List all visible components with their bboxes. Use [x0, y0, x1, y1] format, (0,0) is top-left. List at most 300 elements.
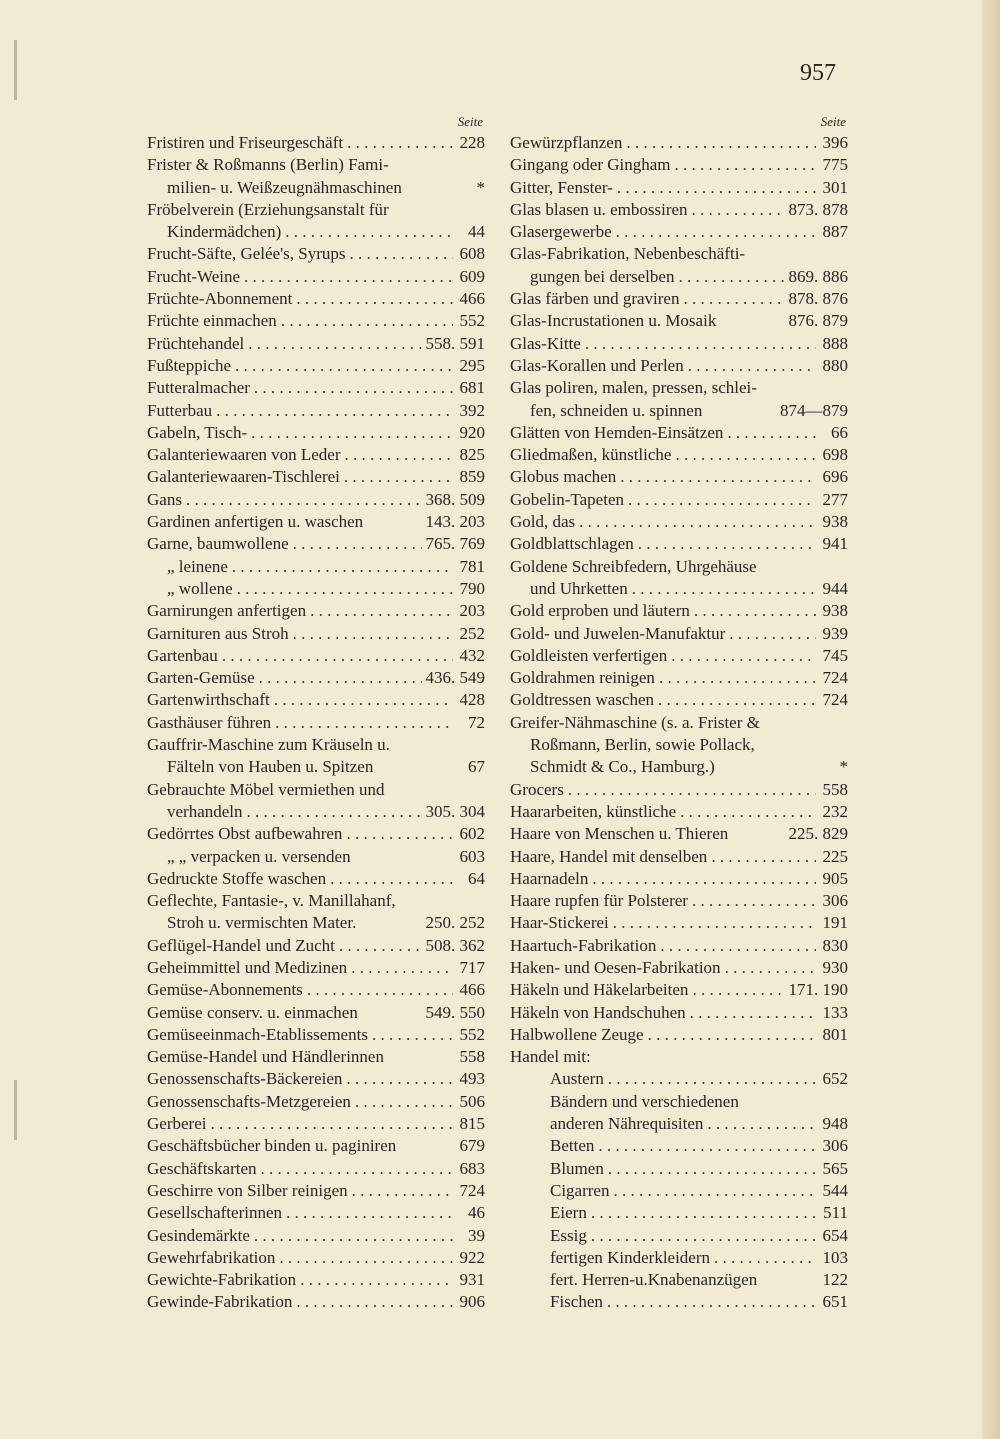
- scan-mark: [14, 1080, 17, 1140]
- entry-text: Fußteppiche: [147, 355, 232, 375]
- entry-text: Genossenschafts-Bäckereien: [147, 1069, 343, 1089]
- entry-text: Gesindemärkte: [147, 1225, 250, 1245]
- entry-text: Geschäftsbücher binden u. paginiren: [147, 1136, 397, 1156]
- page-reference: 508. 362: [425, 935, 485, 955]
- index-entry: [147, 243, 485, 265]
- page-reference: 103: [822, 1247, 848, 1267]
- entry-text: Haare, Handel mit denselben: [510, 846, 708, 866]
- page-reference: 552: [459, 1024, 485, 1044]
- index-entry: [510, 154, 848, 176]
- dot-leader: [274, 689, 453, 711]
- page-reference: 939: [822, 623, 848, 643]
- index-entry: [510, 377, 848, 399]
- page-reference: 874—879: [780, 400, 848, 420]
- index-entry: [147, 734, 485, 756]
- column-header: Seite: [457, 114, 483, 129]
- index-entry: [147, 400, 485, 422]
- page-reference: 717: [459, 957, 485, 977]
- entry-text: Glasergewerbe: [510, 222, 612, 242]
- index-entry: [147, 979, 485, 1001]
- entry-text: Gasthäuser führen: [147, 712, 272, 732]
- index-entry: [510, 444, 848, 466]
- dot-leader: [346, 1068, 453, 1090]
- entry-text: Fischen: [550, 1292, 603, 1312]
- dot-leader: [344, 466, 453, 488]
- entry-text: Gewichte-Fabrikation: [147, 1270, 297, 1290]
- entry-text: Gabeln, Tisch-: [147, 422, 248, 442]
- page-reference: 922: [459, 1247, 485, 1267]
- dot-leader: [660, 935, 816, 957]
- index-entry: [147, 377, 485, 399]
- page-reference: 880: [822, 355, 848, 375]
- index-entry: [510, 1068, 848, 1090]
- index-entry: [147, 310, 485, 332]
- entry-text: Glas blasen u. embossiren: [510, 199, 688, 219]
- entry-text: Glas-Korallen und Perlen: [510, 355, 684, 375]
- page-reference: 790: [459, 578, 485, 598]
- page-reference: 368. 509: [425, 489, 485, 509]
- dot-leader: [330, 868, 453, 890]
- page-reference: 920: [459, 422, 485, 442]
- dot-leader: [286, 1202, 453, 1224]
- page-edge: [982, 0, 1000, 1439]
- dot-leader: [254, 1225, 453, 1247]
- index-entry: [147, 1225, 485, 1247]
- entry-text: Eiern: [550, 1203, 587, 1223]
- dot-leader: [683, 288, 784, 310]
- index-column-right: [510, 112, 848, 1314]
- page-reference: 432: [459, 645, 485, 665]
- dot-leader: [613, 912, 816, 934]
- index-entry: [147, 1158, 485, 1180]
- page-reference: 683: [459, 1158, 485, 1178]
- index-entry: [510, 667, 848, 689]
- index-entry: [147, 756, 485, 778]
- dot-leader: [351, 957, 453, 979]
- entry-text: Glas-Kitte: [510, 333, 581, 353]
- dot-leader: [613, 1180, 816, 1202]
- dot-leader: [727, 422, 816, 444]
- page-reference: 765. 769: [425, 534, 485, 554]
- dot-leader: [568, 779, 816, 801]
- entry-text: Gold erproben und läutern: [510, 601, 690, 621]
- index-entry: [147, 890, 485, 912]
- page-reference: 64: [468, 868, 485, 888]
- dot-leader: [692, 890, 816, 912]
- page-reference: *: [839, 757, 848, 777]
- dot-leader: [347, 132, 453, 154]
- page-reference: 825: [459, 445, 485, 465]
- page-reference: 558. 591: [425, 333, 485, 353]
- index-entry: [510, 556, 848, 578]
- page-reference: 654: [822, 1225, 848, 1245]
- entry-text: Gitter, Fenster-: [510, 177, 613, 197]
- dot-leader: [352, 1180, 453, 1202]
- page-reference: 931: [459, 1270, 485, 1290]
- entry-text: Geheimmittel und Medizinen: [147, 957, 348, 977]
- dot-leader: [675, 154, 816, 176]
- dot-leader: [711, 846, 816, 868]
- page-reference: 428: [459, 690, 485, 710]
- index-entry: [510, 823, 848, 845]
- index-entry: [510, 1135, 848, 1157]
- index-entry: [510, 243, 848, 265]
- entry-text: Goldleisten verfertigen: [510, 645, 668, 665]
- dot-leader: [579, 511, 816, 533]
- index-entry: [510, 1158, 848, 1180]
- index-entry: [510, 1225, 848, 1247]
- dot-leader: [628, 489, 816, 511]
- page-reference: 679: [459, 1136, 485, 1156]
- entry-text: Haare rupfen für Polsterer: [510, 891, 688, 911]
- entry-text: Fälteln von Hauben u. Spitzen: [167, 757, 374, 777]
- page-reference: 252: [459, 623, 485, 643]
- dot-leader: [346, 823, 453, 845]
- entry-text: Gold- und Juwelen-Manufaktur: [510, 623, 726, 643]
- page-reference: 651: [822, 1292, 848, 1312]
- dot-leader: [616, 221, 816, 243]
- index-entry: [147, 466, 485, 488]
- page-reference: 544: [822, 1180, 848, 1200]
- index-entry: [147, 912, 485, 934]
- index-entry: [510, 734, 848, 756]
- index-entry: [147, 600, 485, 622]
- page-reference: 466: [459, 980, 485, 1000]
- page-reference: 171. 190: [788, 980, 848, 1000]
- page-reference: 549. 550: [425, 1002, 485, 1022]
- index-entry: [510, 288, 848, 310]
- index-entry: [510, 422, 848, 444]
- entry-text: Häkeln und Häkelarbeiten: [510, 980, 689, 1000]
- index-entry: [510, 132, 848, 154]
- entry-text: Gemüse-Handel und Händlerinnen: [147, 1047, 384, 1067]
- page-reference: 724: [459, 1180, 485, 1200]
- page-reference: 652: [822, 1069, 848, 1089]
- index-entry: [147, 1024, 485, 1046]
- entry-text: fen, schneiden u. spinnen: [530, 400, 703, 420]
- entry-text: Gingang oder Gingham: [510, 155, 671, 175]
- entry-text: Cigarren: [550, 1180, 610, 1200]
- entry-text: Kindermädchen): [167, 222, 282, 242]
- entry-text: Blumen: [550, 1158, 604, 1178]
- page-reference: 493: [459, 1069, 485, 1089]
- dot-leader: [259, 667, 422, 689]
- index-entry: [510, 957, 848, 979]
- index-entry: [147, 578, 485, 600]
- dot-leader: [707, 1113, 816, 1135]
- index-entry: [147, 355, 485, 377]
- dot-leader: [281, 310, 453, 332]
- entry-text: Gold, das: [510, 512, 576, 532]
- dot-leader: [608, 1158, 816, 1180]
- page-reference: 511: [823, 1203, 848, 1223]
- page-reference: 873. 878: [788, 199, 848, 219]
- dot-leader: [671, 645, 816, 667]
- entry-text: Glas-Fabrikation, Nebenbeschäfti-: [510, 244, 746, 264]
- entry-text: Grocers: [510, 779, 564, 799]
- dot-leader: [638, 533, 816, 555]
- entry-text: Garnirungen anfertigen: [147, 601, 307, 621]
- entry-text: Gewürzpflanzen: [510, 133, 623, 152]
- index-entry: [510, 266, 848, 288]
- index-entry: [147, 779, 485, 801]
- entry-text: Geschirre von Silber reinigen: [147, 1180, 348, 1200]
- entry-text: Gliedmaßen, künstliche: [510, 445, 672, 465]
- page-reference: 72: [468, 712, 485, 732]
- page-reference: 944: [822, 578, 848, 598]
- page-reference: 876. 879: [788, 311, 848, 331]
- index-entry: [147, 1180, 485, 1202]
- index-entry: [147, 132, 485, 154]
- entry-text: Gans: [147, 489, 182, 509]
- dot-leader: [210, 1113, 453, 1135]
- entry-text: Frucht-Weine: [147, 266, 241, 286]
- entry-text: Galanteriewaaren-Tischlerei: [147, 467, 340, 487]
- index-entry: [510, 333, 848, 355]
- entry-text: Haare von Menschen u. Thieren: [510, 824, 729, 844]
- index-entry: [510, 1202, 848, 1224]
- dot-leader: [222, 645, 453, 667]
- entry-text: Stroh u. vermischten Mater.: [167, 913, 357, 933]
- page-reference: 603: [459, 846, 485, 866]
- page-reference: 948: [822, 1114, 848, 1134]
- entry-text: Globus machen: [510, 467, 617, 487]
- dot-leader: [729, 623, 816, 645]
- page-reference: 830: [822, 935, 848, 955]
- page-reference: 306: [822, 1136, 848, 1156]
- index-entry: [147, 511, 485, 533]
- page-reference: 133: [822, 1002, 848, 1022]
- entry-text: Galanteriewaaren von Leder: [147, 445, 341, 465]
- index-entry: [510, 712, 848, 734]
- index-entry: [510, 578, 848, 600]
- entry-text: fert. Herren-u.Knabenanzügen: [550, 1270, 758, 1290]
- page-number: 957: [800, 60, 836, 86]
- page-reference: 801: [822, 1024, 848, 1044]
- entry-text: Handel mit:: [510, 1047, 591, 1067]
- entry-text: Futterbau: [147, 400, 213, 420]
- dot-leader: [692, 979, 784, 1001]
- index-entry: [510, 1269, 848, 1291]
- page-reference: 698: [822, 445, 848, 465]
- page-reference: 905: [822, 868, 848, 888]
- entry-text: Roßmann, Berlin, sowie Pollack,: [530, 735, 755, 755]
- index-entry: [147, 801, 485, 823]
- entry-text: Gemüse-Abonnements: [147, 980, 303, 1000]
- index-entry: [510, 1024, 848, 1046]
- page-reference: 724: [822, 668, 848, 688]
- entry-text: Gerberei: [147, 1114, 207, 1134]
- page-reference: 392: [459, 400, 485, 420]
- page-reference: 888: [822, 333, 848, 353]
- entry-text: Frucht-Säfte, Gelée's, Syrups: [147, 244, 346, 264]
- page-reference: *: [476, 177, 485, 197]
- index-entry: [510, 400, 848, 422]
- dot-leader: [296, 1291, 453, 1313]
- entry-text: und Uhrketten: [530, 578, 628, 598]
- dot-leader: [592, 868, 816, 890]
- entry-text: Gartenwirthschaft: [147, 690, 270, 710]
- dot-leader: [658, 689, 816, 711]
- page-reference: 602: [459, 824, 485, 844]
- page-reference: 745: [822, 645, 848, 665]
- page-reference: 396: [822, 133, 848, 152]
- entry-text: Futteralmacher: [147, 378, 250, 398]
- page-reference: 565: [822, 1158, 848, 1178]
- index-entry: [147, 1068, 485, 1090]
- index-entry: [147, 288, 485, 310]
- entry-text: Schmidt & Co., Hamburg.): [530, 757, 715, 777]
- page-reference: 941: [822, 534, 848, 554]
- dot-leader: [617, 177, 816, 199]
- page-reference: 44: [468, 222, 485, 242]
- page-reference: 203: [459, 601, 485, 621]
- index-entry: [147, 1269, 485, 1291]
- entry-text: Gardinen anfertigen u. waschen: [147, 512, 364, 532]
- dot-leader: [254, 377, 453, 399]
- page-reference: 696: [822, 467, 848, 487]
- dot-leader: [285, 221, 453, 243]
- page-reference: 887: [822, 222, 848, 242]
- page-reference: 46: [468, 1203, 485, 1223]
- page-reference: 143. 203: [425, 512, 485, 532]
- index-entry: [510, 645, 848, 667]
- entry-text: Haarnadeln: [510, 868, 589, 888]
- entry-text: Haken- und Oesen-Fabrikation: [510, 957, 721, 977]
- dot-leader: [680, 801, 816, 823]
- index-entry: [510, 890, 848, 912]
- page-reference: 781: [459, 556, 485, 576]
- dot-leader: [307, 979, 453, 1001]
- dot-leader: [300, 1269, 453, 1291]
- index-column-left: [147, 112, 485, 1314]
- dot-leader: [248, 333, 421, 355]
- page-reference: 232: [822, 801, 848, 821]
- entry-text: Essig: [550, 1225, 587, 1245]
- entry-text: Haar-Stickerei: [510, 913, 609, 933]
- entry-text: Bändern und verschiedenen: [550, 1091, 739, 1111]
- page-reference: 67: [468, 757, 485, 777]
- page-reference: 306: [822, 891, 848, 911]
- index-entry: [147, 1113, 485, 1135]
- dot-leader: [372, 1024, 453, 1046]
- page-reference: 225. 829: [788, 824, 848, 844]
- entry-text: Garne, baumwollene: [147, 534, 289, 554]
- index-entry: [510, 979, 848, 1001]
- dot-leader: [632, 578, 816, 600]
- entry-text: Häkeln von Handschuhen: [510, 1002, 686, 1022]
- index-entry: [147, 444, 485, 466]
- index-entry: [147, 154, 485, 176]
- index-entry: [147, 266, 485, 288]
- entry-text: Gobelin-Tapeten: [510, 489, 624, 509]
- index-entry: [510, 623, 848, 645]
- index-entry: [147, 935, 485, 957]
- dot-leader: [293, 533, 422, 555]
- dot-leader: [251, 422, 453, 444]
- dot-leader: [591, 1202, 816, 1224]
- entry-text: Geflügel-Handel und Zucht: [147, 935, 335, 955]
- dot-leader: [678, 266, 784, 288]
- entry-text: Haartuch-Fabrikation: [510, 935, 657, 955]
- dot-leader: [648, 1024, 816, 1046]
- index-entry: [147, 1247, 485, 1269]
- entry-text: Fröbelverein (Erziehungsanstalt für: [147, 199, 389, 219]
- entry-text: verhandeln: [167, 801, 243, 821]
- dot-leader: [339, 935, 422, 957]
- index-entry: [147, 957, 485, 979]
- page-reference: 552: [459, 311, 485, 331]
- index-entry: [510, 533, 848, 555]
- page-reference: 301: [822, 177, 848, 197]
- entry-text: Glas färben und graviren: [510, 289, 680, 309]
- entry-text: Früchte-Abonnement: [147, 289, 293, 309]
- entry-text: milien- u. Weißzeugnähmaschinen: [167, 177, 402, 197]
- index-entry: [510, 199, 848, 221]
- column-header: Seite: [820, 114, 846, 129]
- entry-text: gungen bei derselben: [530, 266, 675, 286]
- index-entry: [147, 1202, 485, 1224]
- index-entry: [147, 623, 485, 645]
- page-reference: 122: [822, 1270, 848, 1290]
- dot-leader: [247, 801, 422, 823]
- index-entry: [510, 1113, 848, 1135]
- index-entry: [147, 645, 485, 667]
- index-entry: [510, 511, 848, 533]
- entry-text: Früchtehandel: [147, 333, 245, 353]
- index-entry: [147, 533, 485, 555]
- dot-leader: [244, 266, 453, 288]
- page-reference: 938: [822, 601, 848, 621]
- dot-leader: [688, 355, 816, 377]
- entry-text: „ „ verpacken u. versenden: [167, 846, 351, 866]
- index-entry: [147, 1002, 485, 1024]
- index-entry: [510, 177, 848, 199]
- index-entry: [510, 689, 848, 711]
- index-entry: [147, 333, 485, 355]
- index-entry: [510, 466, 848, 488]
- index-entry: [147, 489, 485, 511]
- index-entry: [510, 1291, 848, 1313]
- entry-text: Austern: [550, 1069, 604, 1089]
- dot-leader: [675, 444, 816, 466]
- page-reference: 681: [459, 378, 485, 398]
- index-entry: [510, 935, 848, 957]
- entry-text: Garnituren aus Stroh: [147, 623, 289, 643]
- dot-leader: [261, 1158, 453, 1180]
- dot-leader: [620, 466, 816, 488]
- dot-leader: [296, 288, 453, 310]
- entry-text: Geschäftskarten: [147, 1158, 257, 1178]
- entry-text: Glätten von Hemden-Einsätzen: [510, 422, 724, 442]
- entry-text: Haararbeiten, künstliche: [510, 801, 677, 821]
- entry-text: fertigen Kinderkleidern: [550, 1247, 711, 1267]
- dot-leader: [692, 199, 785, 221]
- page-reference: 295: [459, 355, 485, 375]
- index-entry: [147, 689, 485, 711]
- entry-text: Geflechte, Fantasie-, v. Manillahanf,: [147, 891, 396, 911]
- entry-text: Goldrahmen reinigen: [510, 668, 655, 688]
- entry-text: „ wollene: [167, 578, 233, 598]
- page-reference: 938: [822, 512, 848, 532]
- index-entry: [510, 912, 848, 934]
- dot-leader: [355, 1091, 453, 1113]
- page-reference: 66: [831, 422, 848, 442]
- index-entry: [510, 1091, 848, 1113]
- page-reference: 305. 304: [425, 801, 485, 821]
- index-entry: [510, 310, 848, 332]
- entry-text: Goldblattschlagen: [510, 534, 634, 554]
